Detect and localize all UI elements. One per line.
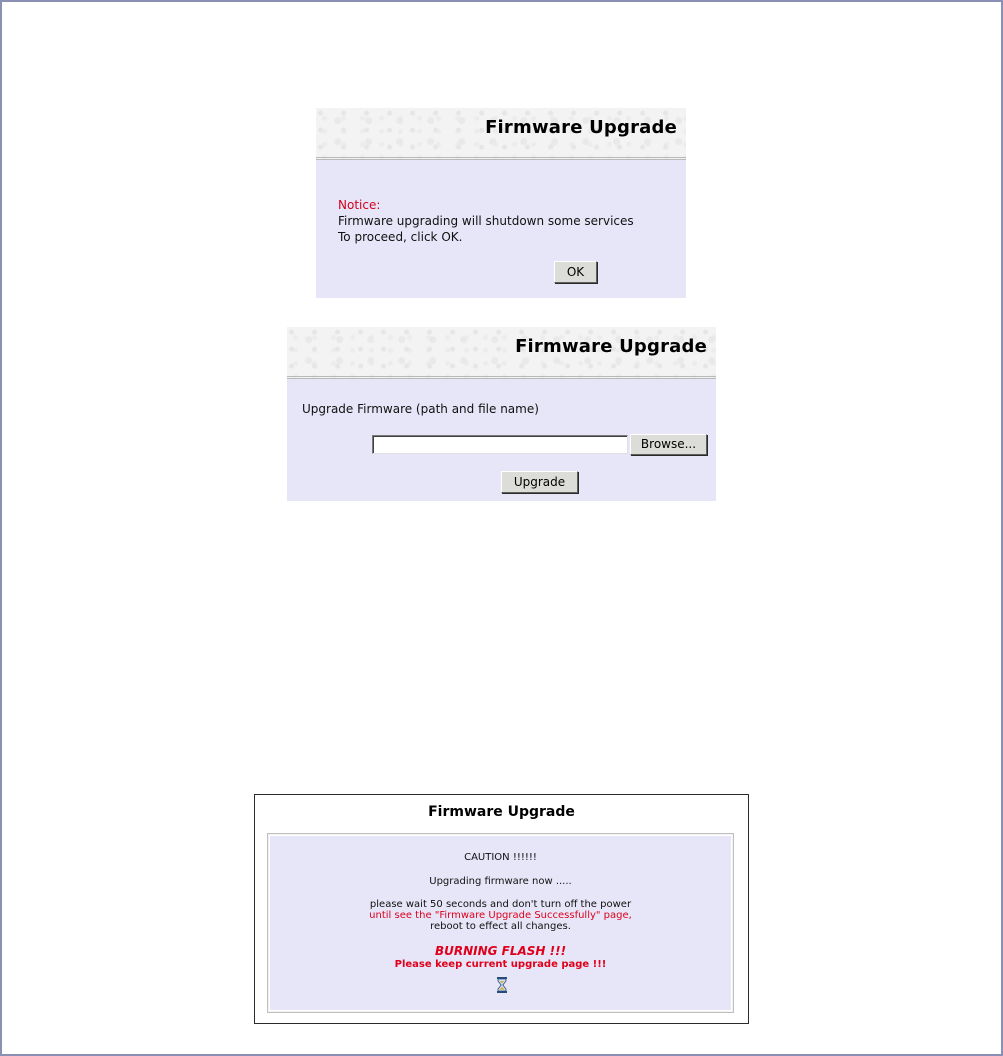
notice-panel-title: Firmware Upgrade [485,117,677,138]
upload-panel-header [287,327,716,379]
firmware-path-label: Upgrade Firmware (path and file name) [302,402,539,416]
keep-page-warning: Please keep current upgrade page !!! [394,959,607,970]
caution-heading: CAUTION !!!!!! [464,852,537,863]
firmware-notice-panel [316,108,686,298]
notice-message-line2: To proceed, click OK. [338,230,463,244]
reboot-instruction-text: reboot to effect all changes. [430,921,571,932]
caution-box-inner [270,836,731,1010]
browse-button[interactable]: Browse... [630,434,707,455]
caution-box [267,833,734,1013]
notice-message-line1: Firmware upgrading will shutdown some services [338,214,634,228]
firmware-upload-panel [287,327,716,501]
success-page-instruction: until see the "Firmware Upgrade Successfully" page, [369,910,632,921]
upgrade-button[interactable]: Upgrade [501,471,578,493]
notice-label: Notice: [338,198,381,212]
firmware-file-input[interactable] [372,435,628,454]
ok-button[interactable]: OK [554,261,597,283]
wait-instruction-text: please wait 50 seconds and don't turn off the power [369,899,632,910]
notice-panel-header [316,108,686,160]
upgrading-status-text: Upgrading firmware now ..... [429,876,572,887]
hourglass-icon [496,977,508,993]
progress-panel-title: Firmware Upgrade [428,804,575,820]
firmware-progress-panel [254,794,749,1024]
upload-panel-title: Firmware Upgrade [515,336,707,357]
burning-flash-warning: BURNING FLASH !!! [434,944,567,958]
